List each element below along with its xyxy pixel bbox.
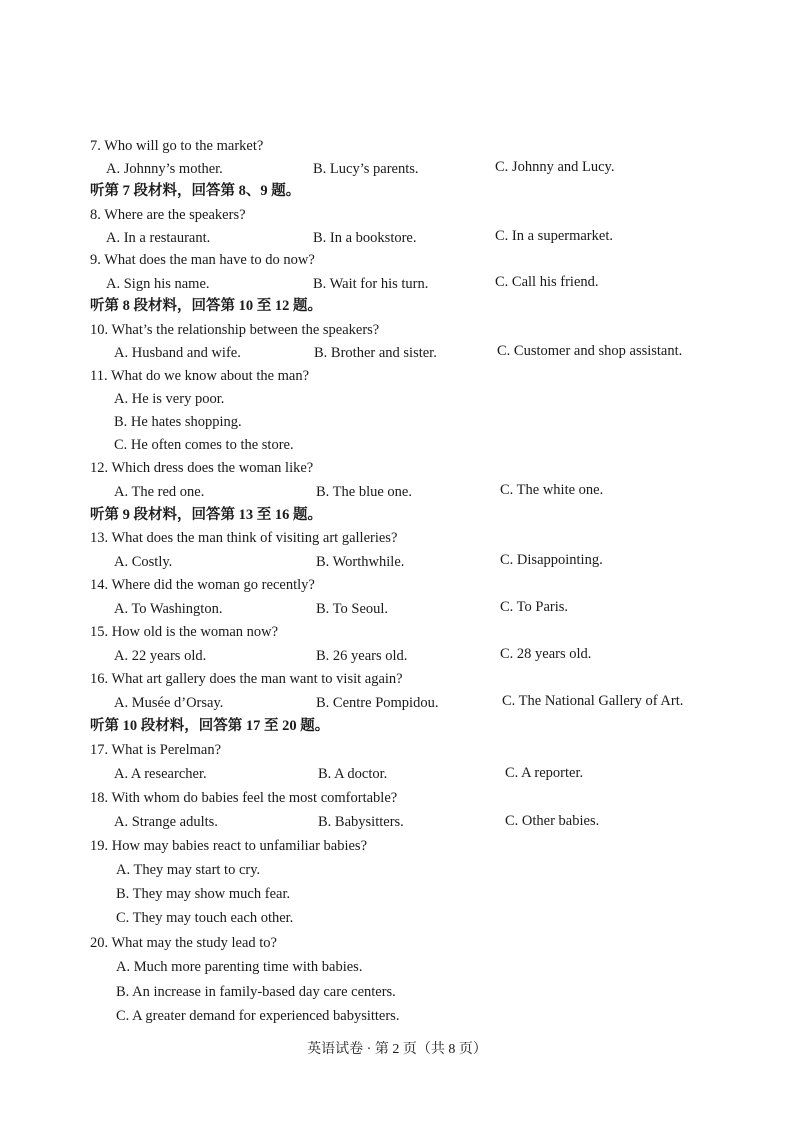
q13-option-a: A. Costly. [114,554,173,570]
section-header-10: 听第 10 段材料，回答第 17 至 20 题。 [90,718,330,734]
question-14: 14. Where did the woman go recently? [90,577,315,593]
q16-option-c: C. The National Gallery of Art. [502,693,684,709]
q15-option-b: B. 26 years old. [316,648,408,664]
q14-option-a: A. To Washington. [114,601,223,617]
question-7: 7. Who will go to the market? [90,138,264,154]
section-header-7: 听第 7 段材料，回答第 8、9 题。 [90,183,301,199]
q15-option-a: A. 22 years old. [114,648,207,664]
q12-option-b: B. The blue one. [316,484,412,500]
question-16: 16. What art gallery does the man want to visit again? [90,671,403,687]
q20-option-b: B. An increase in family-based day care centers. [116,984,396,1000]
q13-option-c: C. Disappointing. [500,552,603,568]
question-8: 8. Where are the speakers? [90,207,246,223]
question-11: 11. What do we know about the man? [90,368,310,384]
question-17: 17. What is Perelman? [90,742,222,758]
q10-option-a: A. Husband and wife. [114,345,241,361]
q12-option-a: A. The red one. [114,484,205,500]
q13-option-b: B. Worthwhile. [316,554,405,570]
q11-option-b: B. He hates shopping. [114,414,242,430]
section-header-8: 听第 8 段材料，回答第 10 至 12 题。 [90,298,322,314]
q19-option-c: C. They may touch each other. [116,910,294,926]
question-20: 20. What may the study lead to? [90,935,277,951]
q20-option-a: A. Much more parenting time with babies. [116,959,363,975]
question-19: 19. How may babies react to unfamiliar babies? [90,838,368,854]
q17-option-a: A. A researcher. [114,766,207,782]
question-15: 15. How old is the woman now? [90,624,279,640]
q14-option-b: B. To Seoul. [316,601,389,617]
q11-option-a: A. He is very poor. [114,391,225,407]
q18-option-c: C. Other babies. [505,813,600,829]
q14-option-c: C. To Paris. [500,599,569,615]
q16-option-a: A. Musée d’Orsay. [114,695,224,711]
page-footer: 英语试卷 · 第 2 页（共 8 页） [307,1042,487,1057]
question-10: 10. What’s the relationship between the speakers? [90,322,380,338]
q7-option-c: C. Johnny and Lucy. [495,159,615,175]
question-18: 18. With whom do babies feel the most comfortable? [90,790,398,806]
q7-option-a: A. Johnny’s mother. [106,161,223,177]
q17-option-b: B. A doctor. [318,766,388,782]
section-header-9: 听第 9 段材料，回答第 13 至 16 题。 [90,507,322,523]
question-12: 12. Which dress does the woman like? [90,460,314,476]
q8-option-c: C. In a supermarket. [495,228,613,244]
question-9: 9. What does the man have to do now? [90,252,315,268]
q20-option-c: C. A greater demand for experienced babysitters. [116,1008,400,1024]
q10-option-c: C. Customer and shop assistant. [497,343,683,359]
q11-option-c: C. He often comes to the store. [114,437,294,453]
q10-option-b: B. Brother and sister. [314,345,437,361]
question-13: 13. What does the man think of visiting art galleries? [90,530,398,546]
q9-option-a: A. Sign his name. [106,276,210,292]
q7-option-b: B. Lucy’s parents. [313,161,419,177]
q9-option-c: C. Call his friend. [495,274,599,290]
q9-option-b: B. Wait for his turn. [313,276,429,292]
q19-option-b: B. They may show much fear. [116,886,291,902]
q15-option-c: C. 28 years old. [500,646,592,662]
q8-option-b: B. In a bookstore. [313,230,417,246]
q16-option-b: B. Centre Pompidou. [316,695,439,711]
q18-option-a: A. Strange adults. [114,814,218,830]
q12-option-c: C. The white one. [500,482,604,498]
q17-option-c: C. A reporter. [505,765,584,781]
q19-option-a: A. They may start to cry. [116,862,261,878]
q8-option-a: A. In a restaurant. [106,230,211,246]
q18-option-b: B. Babysitters. [318,814,404,830]
